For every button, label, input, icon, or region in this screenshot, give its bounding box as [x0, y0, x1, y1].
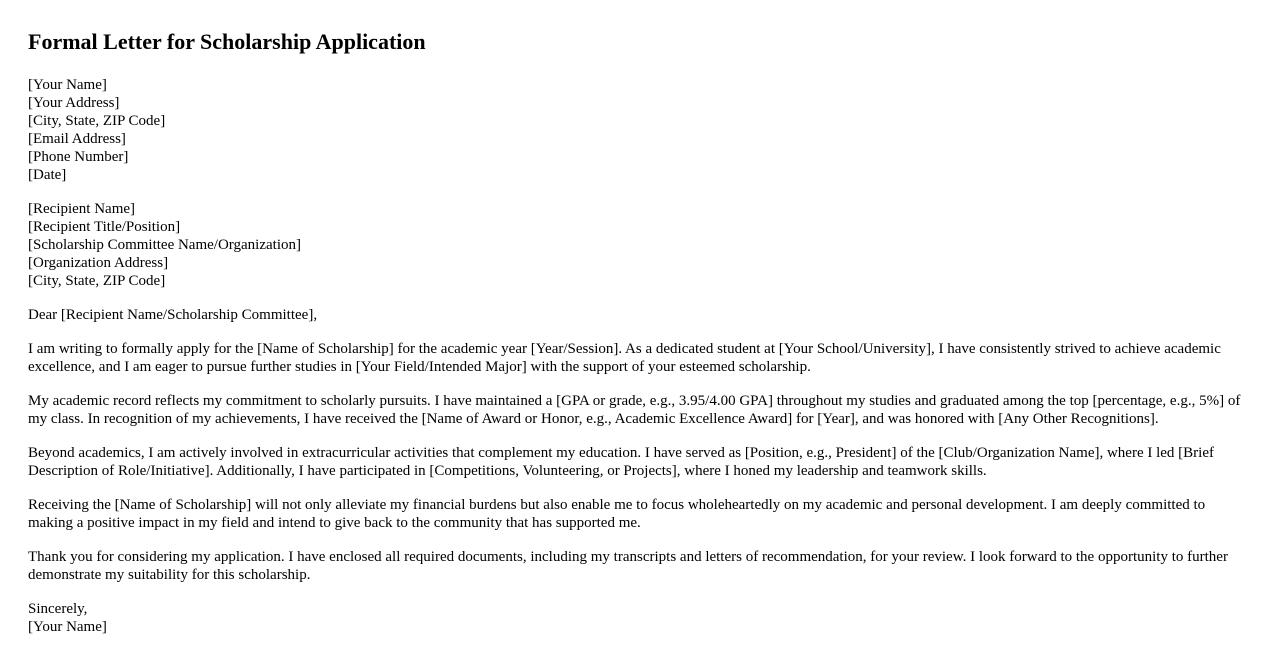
letter-page [28, 0, 1250, 636]
body-paragraph-extracurricular: Beyond academics, I am actively involved in extracurricular activities that complement my education. I have served as [Position, e.g., President] of the [Club/Organization Name], where I led [Brief Description of Role/Initiative]. Additionally, I have participated in [Competitions, Volunteering, or Projects], where I honed my leadership and teamwork skills. [28, 445, 1214, 479]
signature-name: [Your Name] [28, 619, 107, 635]
sender-address: [Your Address] [28, 95, 120, 111]
sender-address-block [28, 76, 1250, 184]
recipient-address-block [28, 200, 1250, 290]
body-paragraph-intro: I am writing to formally apply for the [Name of Scholarship] for the academic year [Year/Session]. As a dedicated student at [Your School/University], I have consistently strived to achieve academic excellence, and I am eager to pursue further studies in [Your Field/Intended Major] with the support of your esteemed scholarship. [28, 341, 1221, 375]
page-title: Formal Letter for Scholarship Application [28, 29, 426, 54]
sender-email: [Email Address] [28, 131, 126, 147]
recipient-city-state-zip: [City, State, ZIP Code] [28, 273, 166, 289]
recipient-name: [Recipient Name] [28, 201, 136, 217]
recipient-title: [Recipient Title/Position] [28, 219, 181, 235]
closing-block [28, 600, 1250, 636]
salutation: Dear [Recipient Name/Scholarship Committee], [28, 307, 318, 323]
sender-name: [Your Name] [28, 77, 107, 93]
body-paragraph-thanks: Thank you for considering my application. I have enclosed all required documents, including my transcripts and letters of recommendation, for your review. I look forward to the opportunity to further demonstrate my suitability for this scholarship. [28, 549, 1228, 583]
sender-city-state-zip: [City, State, ZIP Code] [28, 113, 166, 129]
recipient-address: [Organization Address] [28, 255, 169, 271]
recipient-organization: [Scholarship Committee Name/Organization] [28, 237, 301, 253]
letter-date: [Date] [28, 167, 67, 183]
closing-phrase: Sincerely, [28, 601, 88, 617]
body-paragraph-academics: My academic record reflects my commitment to scholarly pursuits. I have maintained a [GPA or grade, e.g., 3.95/4.00 GPA] throughout my studies and graduated among the top [percentage, e.g., 5%] of my class. In recognition of my achievements, I have received the [Name of Award or Honor, e.g., Academic Excellence Award] for [Year], and was honored with [Any Other Recognitions]. [28, 393, 1241, 427]
sender-phone: [Phone Number] [28, 149, 129, 165]
body-paragraph-impact: Receiving the [Name of Scholarship] will not only alleviate my financial burdens but also enable me to focus wholeheartedly on my academic and personal development. I am deeply committed to making a positive impact in my field and intend to give back to the community that has supported me. [28, 497, 1206, 531]
